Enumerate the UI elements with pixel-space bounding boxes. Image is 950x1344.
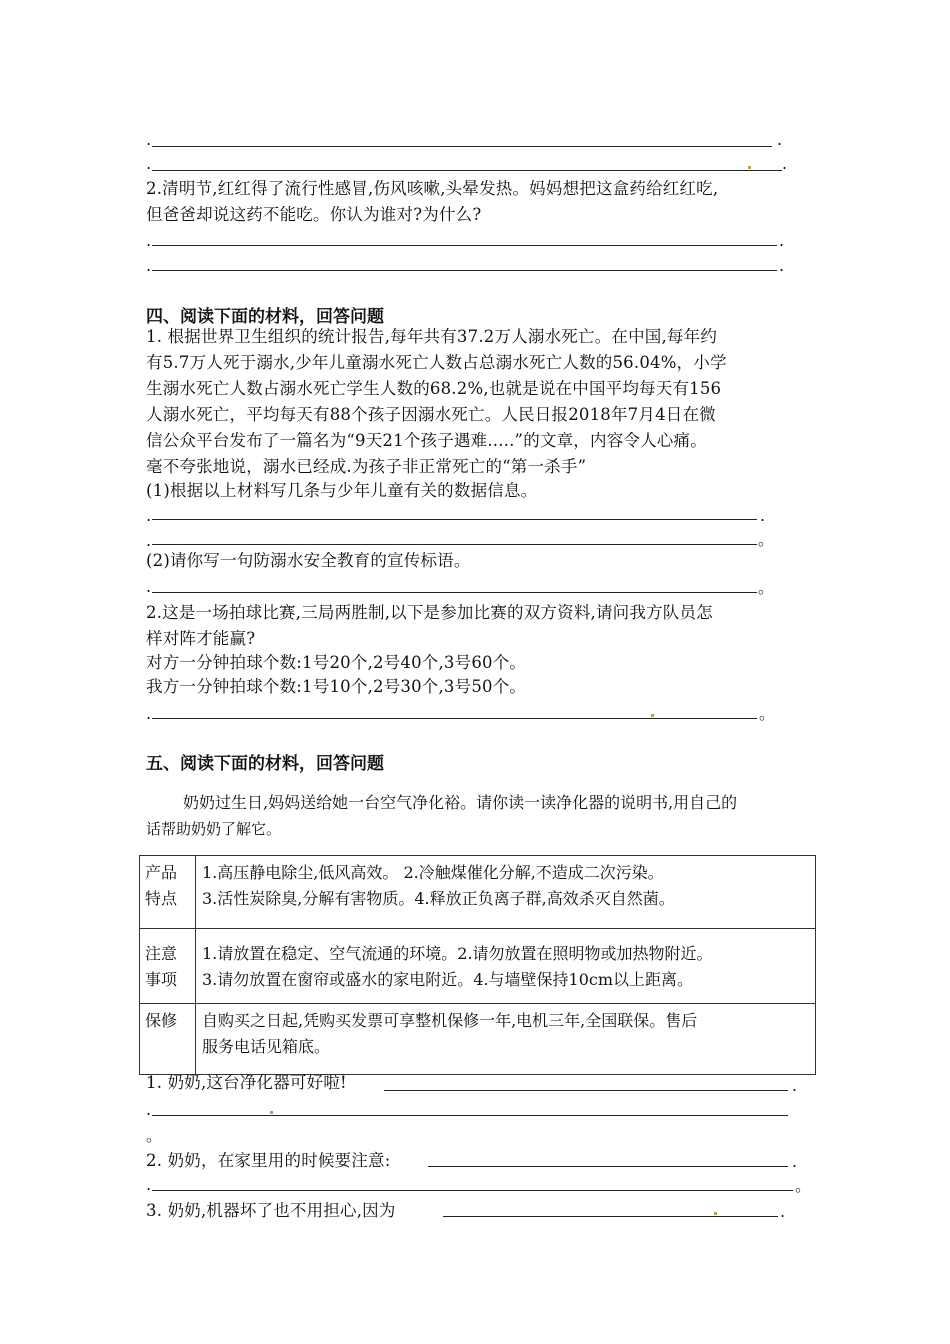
row-label (140, 856, 196, 929)
answer-line[interactable] (152, 519, 757, 520)
row-label (140, 929, 196, 1004)
line-dot: . (146, 130, 152, 149)
line-dot: . (146, 154, 152, 173)
answer-prompt-3: 3. 奶奶,机器坏了也不用担心,因为 (146, 1201, 396, 1220)
line-dot: . (146, 1175, 152, 1194)
scan-mark (270, 1111, 273, 1114)
table-row (140, 1004, 816, 1075)
sub-question-2: (2)请你写一句防溺水安全教育的宣传标语。 (146, 551, 471, 570)
label-text: 注意 (145, 944, 178, 963)
answer-line[interactable] (152, 1190, 793, 1191)
section-4-paragraph-line: 毫不夸张地说，溺水已经成.为孩子非正常死亡的“第一杀手” (146, 457, 587, 476)
line-period: 。 (758, 578, 775, 597)
answer-line[interactable] (152, 245, 777, 246)
answer-line[interactable] (152, 592, 757, 593)
line-dot: . (780, 1202, 786, 1221)
line-dot: . (792, 1152, 798, 1171)
section-4-title: 四、阅读下面的材料，回答问题 (146, 307, 384, 327)
table-row (140, 856, 816, 929)
line-dot: . (777, 130, 783, 149)
label-text: 产品 (145, 863, 178, 882)
line-dot: . (146, 577, 152, 596)
scan-mark (748, 166, 751, 169)
opponent-data: 对方一分钟拍球个数:1号20个,2号40个,3号60个。 (146, 653, 527, 672)
answer-line[interactable] (443, 1216, 778, 1217)
label-text: 事项 (145, 970, 178, 989)
question-2-line-1: 2.清明节,红红得了流行性感冒,伤风咳嗽,头晕发热。妈妈想把这盒药给红红吃, (146, 179, 719, 198)
content-line: 3.活性炭除臭,分解有害物质。4.释放正负离子群,高效杀灭自然菌。 (202, 889, 675, 908)
content-line: 3.请勿放置在窗帘或盛水的家电附近。4.与墙壁保持10cm以上距离。 (202, 970, 694, 989)
content-line: 1.高压静电除尘,低风高效。 2.冷触煤催化分解,不造成二次污染。 (202, 863, 664, 882)
intro-line-1: 奶奶过生日,妈妈送给她一台空气净化裕。请你读一读净化器的说明书,用自己的 (183, 793, 738, 812)
answer-line[interactable] (428, 1166, 788, 1167)
row-content (196, 856, 816, 929)
answer-line[interactable] (152, 146, 772, 147)
section-4-paragraph-line: 1. 根据世界卫生组织的统计报告,每年共有37.2万人溺水死亡。在中国,每年约 (146, 327, 718, 346)
our-team-data: 我方一分钟拍球个数:1号10个,2号30个,3号50个。 (146, 677, 527, 696)
scan-mark (651, 714, 654, 717)
line-period: 。 (795, 1176, 812, 1195)
scan-mark (714, 1212, 717, 1215)
manual-table (139, 855, 816, 1075)
line-dot: . (792, 1076, 798, 1095)
line-dot: . (779, 256, 785, 275)
answer-line[interactable] (152, 544, 757, 545)
content-line: 服务电话见箱底。 (202, 1037, 331, 1056)
section-4-paragraph-line: 有5.7万人死于溺水,少年儿童溺水死亡人数占总溺水死亡人数的56.04%，小学 (146, 353, 727, 372)
section-4-paragraph-line: 人溺水死亡，平均每天有88个孩子因溺水死亡。人民日报2018年7月4日在微 (146, 405, 716, 424)
line-period: 。 (759, 704, 776, 723)
content-line: 1.请放置在稳定、空气流通的环境。2.请勿放置在照明物或加热物附近。 (202, 944, 713, 963)
sub-question-1: (1)根据以上材料写几条与少年儿童有关的数据信息。 (146, 481, 538, 500)
answer-line[interactable] (152, 170, 782, 171)
table-row (140, 929, 816, 1004)
question-2-text: 样对阵才能赢? (146, 629, 256, 648)
section-4-paragraph-line: 信公众平台发布了一篇名为“9天21个孩子遇难.....”的文章，内容令人心痛。 (146, 431, 707, 450)
answer-line[interactable] (152, 718, 757, 719)
content-line: 自购买之日起,凭购买发票可享整机保修一年,电机三年,全国联保。售后 (202, 1011, 698, 1030)
question-2-line-2: 但爸爸却说这药不能吃。你认为谁对?为什么? (146, 205, 482, 224)
row-content (196, 929, 816, 1004)
intro-line-2: 话帮助奶奶了解它。 (146, 820, 282, 838)
answer-line[interactable] (152, 270, 777, 271)
line-dot: . (760, 506, 766, 525)
answer-line[interactable] (384, 1090, 788, 1091)
line-dot: . (146, 231, 152, 250)
question-2-text: 2.这是一场拍球比赛,三局两胜制,以下是参加比赛的双方资料,请问我方队员怎 (146, 603, 713, 622)
line-dot: . (146, 506, 152, 525)
answer-prompt-1: 1. 奶奶,这台净化器可好啦! (146, 1073, 347, 1092)
line-dot: . (146, 256, 152, 275)
label-text: 保修 (145, 1011, 178, 1030)
line-period: 。 (758, 530, 775, 549)
answer-prompt-2: 2. 奶奶，在家里用的时候要注意: (146, 1151, 391, 1170)
line-dot: . (146, 531, 152, 550)
answer-line[interactable] (152, 1115, 788, 1116)
line-dot: . (779, 231, 785, 250)
line-dot: . (782, 154, 788, 173)
row-content (196, 1004, 816, 1075)
section-5-title: 五、阅读下面的材料，回答问题 (146, 754, 384, 774)
row-label (140, 1004, 196, 1075)
line-dot: . (146, 1100, 152, 1119)
label-text: 特点 (145, 889, 178, 908)
line-dot: . (146, 704, 152, 723)
line-period: 。 (146, 1126, 163, 1145)
section-4-paragraph-line: 生溺水死亡人数占溺水死亡学生人数的68.2%,也就是说在中国平均每天有156 (146, 379, 722, 398)
